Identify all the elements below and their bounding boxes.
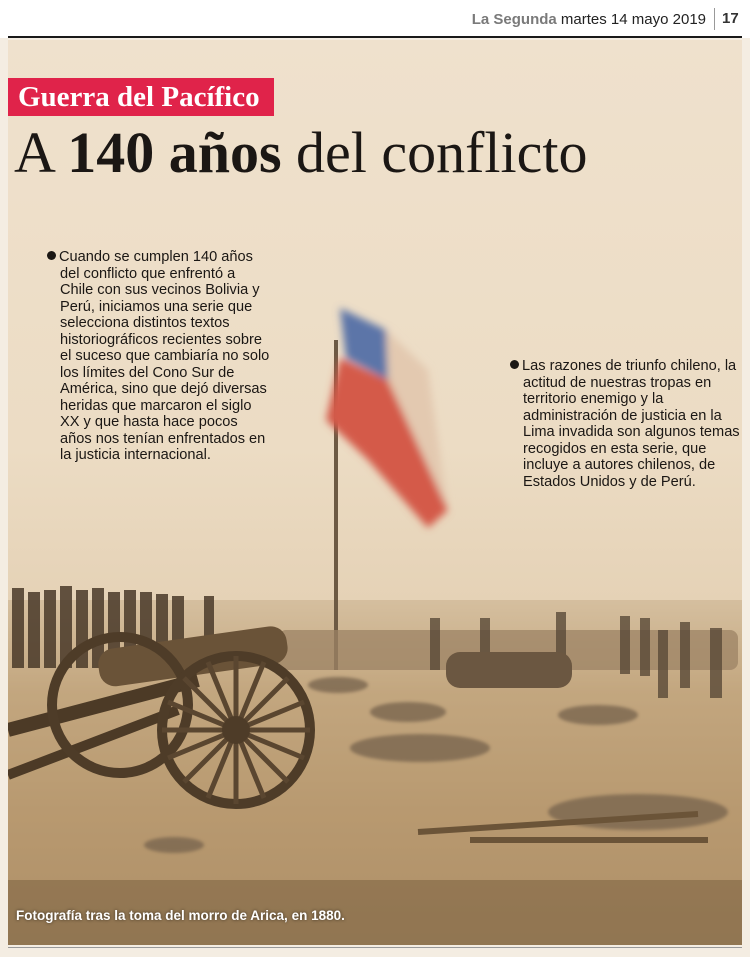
bullet-2-text: Las razones de triunfo chileno, la actitud de nuestras tropas en territorio enemigo y la administración de justicia en la Lima invadida son algunos temas recogidos en esta serie, que incluye a autores chilenos, de Estados Unidos y de Perú. <box>522 358 740 490</box>
headline <box>14 118 588 188</box>
newspaper-brand: La Segunda <box>471 11 557 28</box>
masthead <box>0 0 750 38</box>
intro-bullet-1 <box>47 249 272 464</box>
issue-date: martes 14 mayo 2019 <box>560 11 706 28</box>
photo-caption: Fotografía tras la toma del morro de Arica, en 1880. <box>16 908 345 923</box>
masthead-info <box>472 11 706 28</box>
bullet-1-text: Cuando se cumplen 140 años del conflicto que enfrentó a Chile con sus vecinos Bolivia y Perú, iniciamos una serie que selecciona distintos textos historiográficos recientes sobre el suceso que cambiaría no solo los límites del Cono Sur de América, sino que dejó diversas heridas que marcaron el siglo XX y que hasta hace pocos años nos tenían enfrentados en la justicia internacional. <box>59 249 270 463</box>
section-kicker: Guerra del Pacífico <box>8 78 274 116</box>
headline-bold: 140 años <box>67 120 282 185</box>
bottom-rule <box>8 947 742 948</box>
intro-bullet-2 <box>510 358 748 490</box>
masthead-rule <box>8 36 742 38</box>
bullet-dot-icon <box>510 360 519 369</box>
headline-suffix: del conflicto <box>296 120 588 185</box>
chilean-flag <box>326 308 448 528</box>
distant-cannon <box>446 652 572 688</box>
headline-prefix: A <box>14 120 53 185</box>
page-number: 17 <box>722 10 739 27</box>
masthead-separator <box>714 8 715 30</box>
bullet-dot-icon <box>47 251 56 260</box>
